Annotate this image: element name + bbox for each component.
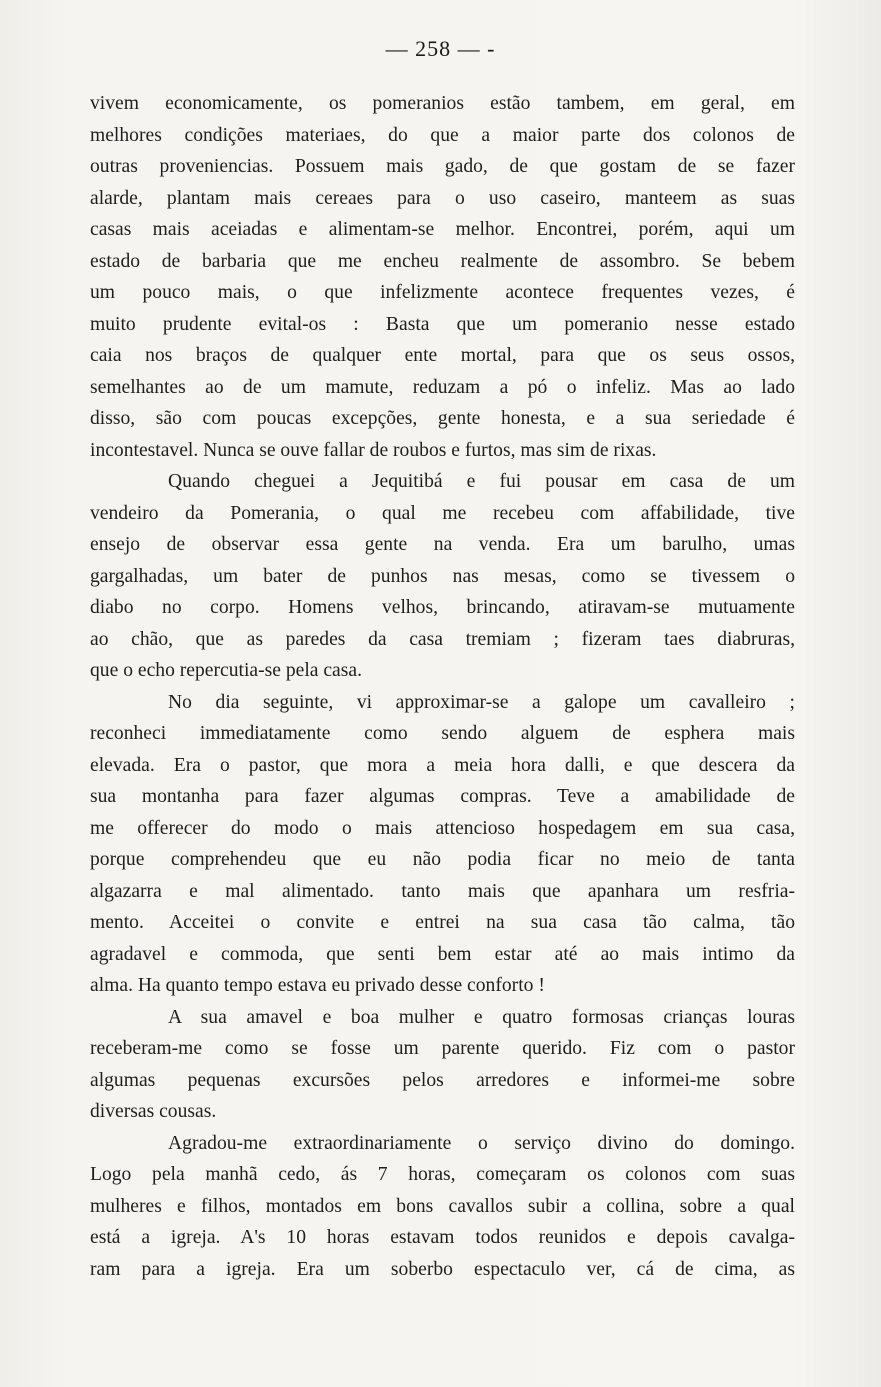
text-line: vendeiro da Pomerania, o qual me recebeu com affabilidade, tive (90, 502, 795, 524)
text-line: melhores condições materiaes, do que a maior parte dos colonos de (90, 124, 795, 146)
text-line: sua montanha para fazer algumas compras. Teve a amabilidade de (90, 786, 795, 807)
text-line: diabo no corpo. Homens velhos, brincando, atiravam-se mutuamente (90, 597, 795, 618)
text-line: Agradou-me extraordinariamente o serviço divino do domingo. (168, 1132, 795, 1154)
text-line: ao chão, que as paredes da casa tremiam ; fizeram taes diabruras, (90, 628, 795, 650)
text-line: gargalhadas, um bater de punhos nas mesas, como se tivessem o (90, 565, 795, 587)
text-line: agradavel e commoda, que senti bem estar até ao mais intimo da (90, 943, 795, 965)
text-line: mulheres e filhos, montados em bons cavallos subir a collina, sobre a qual (90, 1195, 795, 1217)
text-line: que o echo repercutia-se pela casa. (90, 660, 362, 681)
text-line: No dia seguinte, vi approximar-se a galope um cavalleiro ; (168, 691, 795, 713)
text-line: Logo pela manhã cedo, ás 7 horas, começaram os colonos com suas (90, 1164, 795, 1185)
text-line: me offerecer do modo o mais attencioso hospedagem em sua casa, (90, 817, 795, 839)
text-line: estado de barbaria que me encheu realmente de assombro. Se bebem (90, 250, 795, 272)
text-line: algazarra e mal alimentado. tanto mais que apanhara um resfria- (90, 880, 795, 902)
text-line: Quando cheguei a Jequitibá e fui pousar em casa de um (168, 471, 795, 492)
text-line: receberam-me como se fosse um parente querido. Fiz com o pastor (90, 1038, 795, 1059)
text-line: porque comprehendeu que eu não podia ficar no meio de tanta (90, 849, 795, 870)
text-line: caia nos braços de qualquer ente mortal, para que os seus ossos, (90, 345, 795, 366)
body-text (90, 88, 795, 1285)
text-line: outras proveniencias. Possuem mais gado, de que gostam de se fazer (90, 156, 795, 177)
text-line: alma. Ha quanto tempo estava eu privado desse conforto ! (90, 975, 545, 996)
text-line: ram para a igreja. Era um soberbo espectaculo ver, cá de cima, as (90, 1258, 795, 1280)
text-line: incontestavel. Nunca se ouve fallar de roubos e furtos, mas sim de rixas. (90, 439, 657, 461)
text-line: diversas cousas. (90, 1101, 217, 1122)
text-line: um pouco mais, o que infelizmente acontece frequentes vezes, é (90, 282, 795, 303)
text-line: casas mais aceiadas e alimentam-se melhor. Encontrei, porém, aqui um (90, 219, 795, 240)
text-line: alarde, plantam mais cereaes para o uso caseiro, manteem as suas (90, 187, 795, 209)
text-line: muito prudente evital-os : Basta que um pomeranio nesse estado (90, 313, 795, 335)
text-line: disso, são com poucas excepções, gente honesta, e a sua seriedade é (90, 408, 795, 429)
text-line: vivem economicamente, os pomeranios estão tambem, em geral, em (90, 93, 795, 114)
text-line: semelhantes ao de um mamute, reduzam a pó o infeliz. Mas ao lado (90, 376, 795, 398)
text-line: elevada. Era o pastor, que mora a meia hora dalli, e que descera da (90, 754, 795, 776)
text-line: está a igreja. A's 10 horas estavam todos reunidos e depois cavalga- (90, 1227, 795, 1248)
page-number: — 258 — - (385, 36, 496, 61)
text-line: A sua amavel e boa mulher e quatro formosas crianças louras (168, 1006, 795, 1028)
text-line: algumas pequenas excursões pelos arredores e informei-me sobre (90, 1069, 795, 1091)
text-line: mento. Acceitei o convite e entrei na sua casa tão calma, tão (90, 912, 795, 933)
text-line: reconheci immediatamente como sendo alguem de esphera mais (90, 723, 795, 744)
text-line: ensejo de observar essa gente na venda. Era um barulho, umas (90, 534, 795, 555)
